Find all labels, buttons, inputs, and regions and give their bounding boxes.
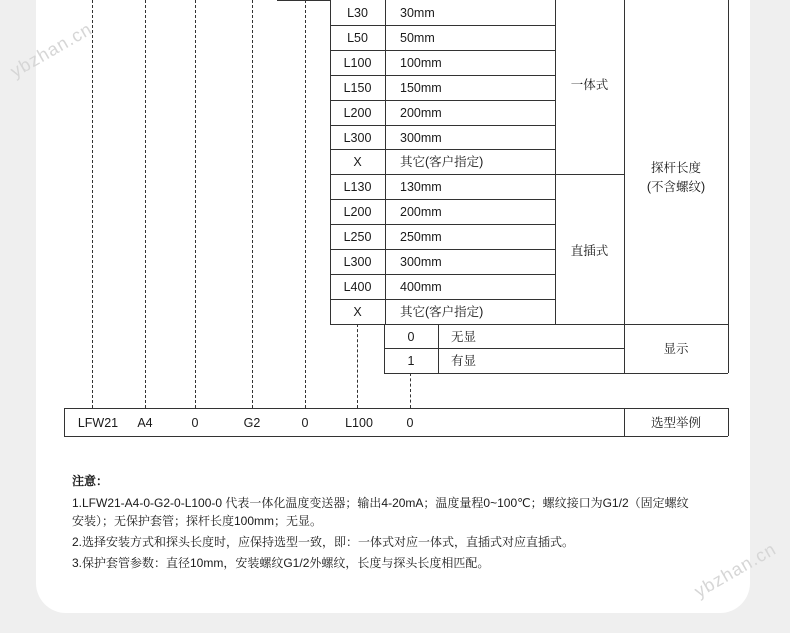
length-desc-cell: 其它(客户指定) [400,305,484,319]
length-desc-cell: 其它(客户指定) [400,155,484,169]
length-desc-cell: 50mm [400,31,435,45]
straight-type-label: 直插式 [570,244,609,258]
length-code-cell: L100 [343,56,372,70]
length-code-cell: L400 [343,280,372,294]
notes-title: 注意： [72,474,109,488]
example-label: 选型举例 [650,416,701,430]
length-desc-cell: 300mm [400,131,442,145]
length-desc-cell: 150mm [400,81,442,95]
length-code-cell: X [353,155,362,169]
length-desc-cell: 200mm [400,106,442,120]
example-code-cell: G2 [243,416,261,430]
guide-line [252,0,253,408]
example-code-cell: LFW21 [77,416,119,430]
length-code-cell: L30 [347,6,368,20]
example-code-cell: 0 [301,416,309,430]
table-rule [555,0,556,324]
length-code-cell: L50 [347,31,368,45]
watermark: ybzhan.cn [6,18,96,82]
example-code-cell: 0 [191,416,199,430]
table-rule [64,408,728,409]
table-rule [728,408,729,436]
guide-line [145,0,146,408]
table-rule [384,373,728,374]
table-rule [330,149,555,150]
table-rule [330,224,555,225]
example-code-cell: L100 [345,416,373,430]
example-code-cell: A4 [137,416,153,430]
length-code-cell: L200 [343,106,372,120]
table-rule [330,100,555,101]
length-desc-cell: 400mm [400,280,442,294]
length-code-cell: L300 [343,255,372,269]
display-code-cell: 1 [407,354,415,368]
guide-line [357,324,358,408]
display-label: 显示 [663,342,689,356]
notes-section [72,472,752,572]
table-rule [330,25,555,26]
table-rule [330,299,555,300]
table-rule [728,324,729,373]
probe-length-label: 探杆长度 [650,161,701,175]
note-1-continued: 安装）；无保护套管；探杆长度100mm；无显。 [72,514,323,528]
top-rule [277,0,330,1]
display-code-cell: 0 [407,330,415,344]
guide-line [305,0,306,408]
display-desc-cell: 有显 [451,354,477,368]
table-rule [385,0,386,324]
length-desc-cell: 300mm [400,255,442,269]
table-rule [330,125,555,126]
length-desc-cell: 100mm [400,56,442,70]
table-rule [330,75,555,76]
example-code-cell: 0 [406,416,414,430]
note-3: 3.保护套管参数：直径10mm，安装螺纹G1/2外螺纹，长度与探头长度相匹配。 [72,556,490,570]
length-desc-cell: 130mm [400,180,442,194]
length-desc-cell: 30mm [400,6,435,20]
table-rule [64,436,728,437]
table-rule [330,324,728,325]
length-code-cell: L200 [343,205,372,219]
length-desc-cell: 200mm [400,205,442,219]
table-rule [330,249,555,250]
table-rule [330,50,555,51]
table-rule [384,348,624,349]
table-rule [438,324,439,373]
table-rule [330,199,555,200]
length-code-cell: L130 [343,180,372,194]
note-1: 1.LFW21-A4-0-G2-0-L100-0 代表一体化温度变送器；输出4-20mA；温度量程0~100℃；螺纹接口为G1/2（固定螺纹 [72,496,689,510]
table-rule [330,174,624,175]
display-desc-cell: 无显 [451,330,477,344]
table-rule [728,0,729,324]
guide-line [410,373,411,408]
probe-length-sublabel: (不含螺纹) [646,180,706,194]
length-code-cell: L250 [343,230,372,244]
guide-line [92,0,93,408]
note-2: 2.选择安装方式和探头长度时，应保持选型一致，即：一体式对应一体式，直插式对应直插式。 [72,535,575,549]
length-code-cell: L300 [343,131,372,145]
length-desc-cell: 250mm [400,230,442,244]
table-rule [330,274,555,275]
table-rule [64,408,65,436]
length-code-cell: X [353,305,362,319]
integrated-type-label: 一体式 [570,78,609,92]
length-code-cell: L150 [343,81,372,95]
guide-line [195,0,196,408]
watermark: ybzhan.cn [690,538,780,602]
